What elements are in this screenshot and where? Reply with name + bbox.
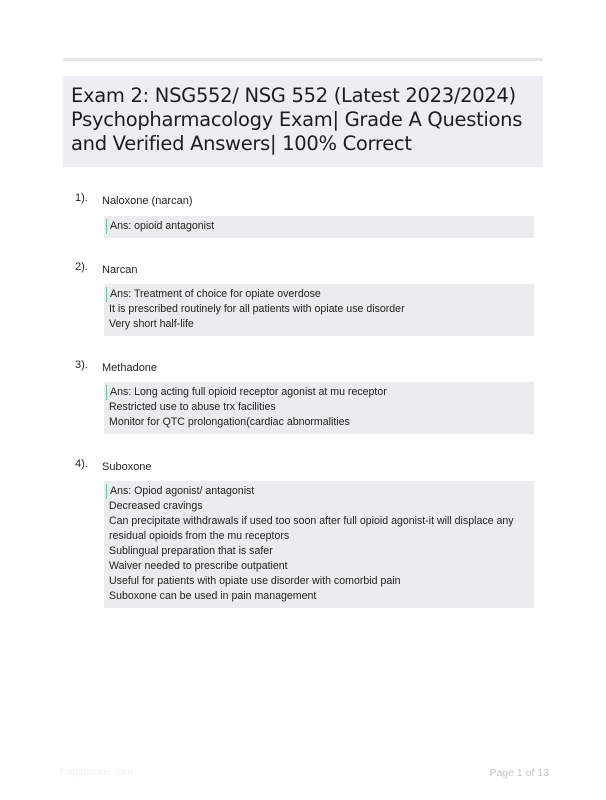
title-banner (63, 76, 543, 167)
answer-box-1 (104, 216, 534, 238)
answer-line: Suboxone can be used in pain management (109, 590, 317, 602)
answer-line: Decreased cravings (109, 500, 203, 512)
question-number: 3). (75, 359, 88, 371)
question-number: 1). (75, 192, 88, 204)
answer-line: residual opioids from the mu receptors (109, 530, 290, 542)
question-text: Methadone (102, 362, 158, 374)
answer-line: Can precipitate withdrawals if used too soon after full opioid agonist-it will displace any (109, 515, 514, 527)
answer-line: Waiver needed to prescribe outpatient (109, 560, 288, 572)
question-text: Naloxone (narcan) (102, 195, 193, 207)
page-title: Exam 2: NSG552/ NSG 552 (Latest 2023/2024) Psychopharmacology Exam| Grade A Questions and Verified Answers| 100% Correct (71, 84, 523, 155)
answer-line: Monitor for QTC prolongation(cardiac abnormalities (109, 416, 350, 428)
question-number: 2). (75, 261, 88, 273)
footer-watermark: Paperstone.com (60, 767, 133, 778)
question-number: 4). (75, 458, 88, 470)
top-divider (63, 58, 543, 61)
answer-line: Useful for patients with opiate use disorder with comorbid pain (109, 575, 401, 587)
answer-line: Ans: Opiod agonist/ antagonist (106, 484, 530, 499)
answer-line: Ans: opioid antagonist (106, 219, 530, 234)
answer-line: It is prescribed routinely for all patients with opiate use disorder (109, 303, 405, 315)
answer-box-4 (104, 481, 534, 608)
page-number: Page 1 of 13 (489, 767, 549, 779)
answer-box-3 (104, 382, 534, 434)
answer-line: Ans: Long acting full opioid receptor agonist at mu receptor (106, 385, 530, 400)
answer-line: Restricted use to abuse trx facilities (109, 401, 276, 413)
question-text: Suboxone (102, 461, 152, 473)
answer-box-2 (104, 284, 534, 336)
question-text: Narcan (102, 264, 138, 276)
answer-line: Sublingual preparation that is safer (109, 545, 273, 557)
answer-line: Very short half-life (109, 318, 194, 330)
answer-line: Ans: Treatment of choice for opiate overdose (106, 287, 530, 302)
